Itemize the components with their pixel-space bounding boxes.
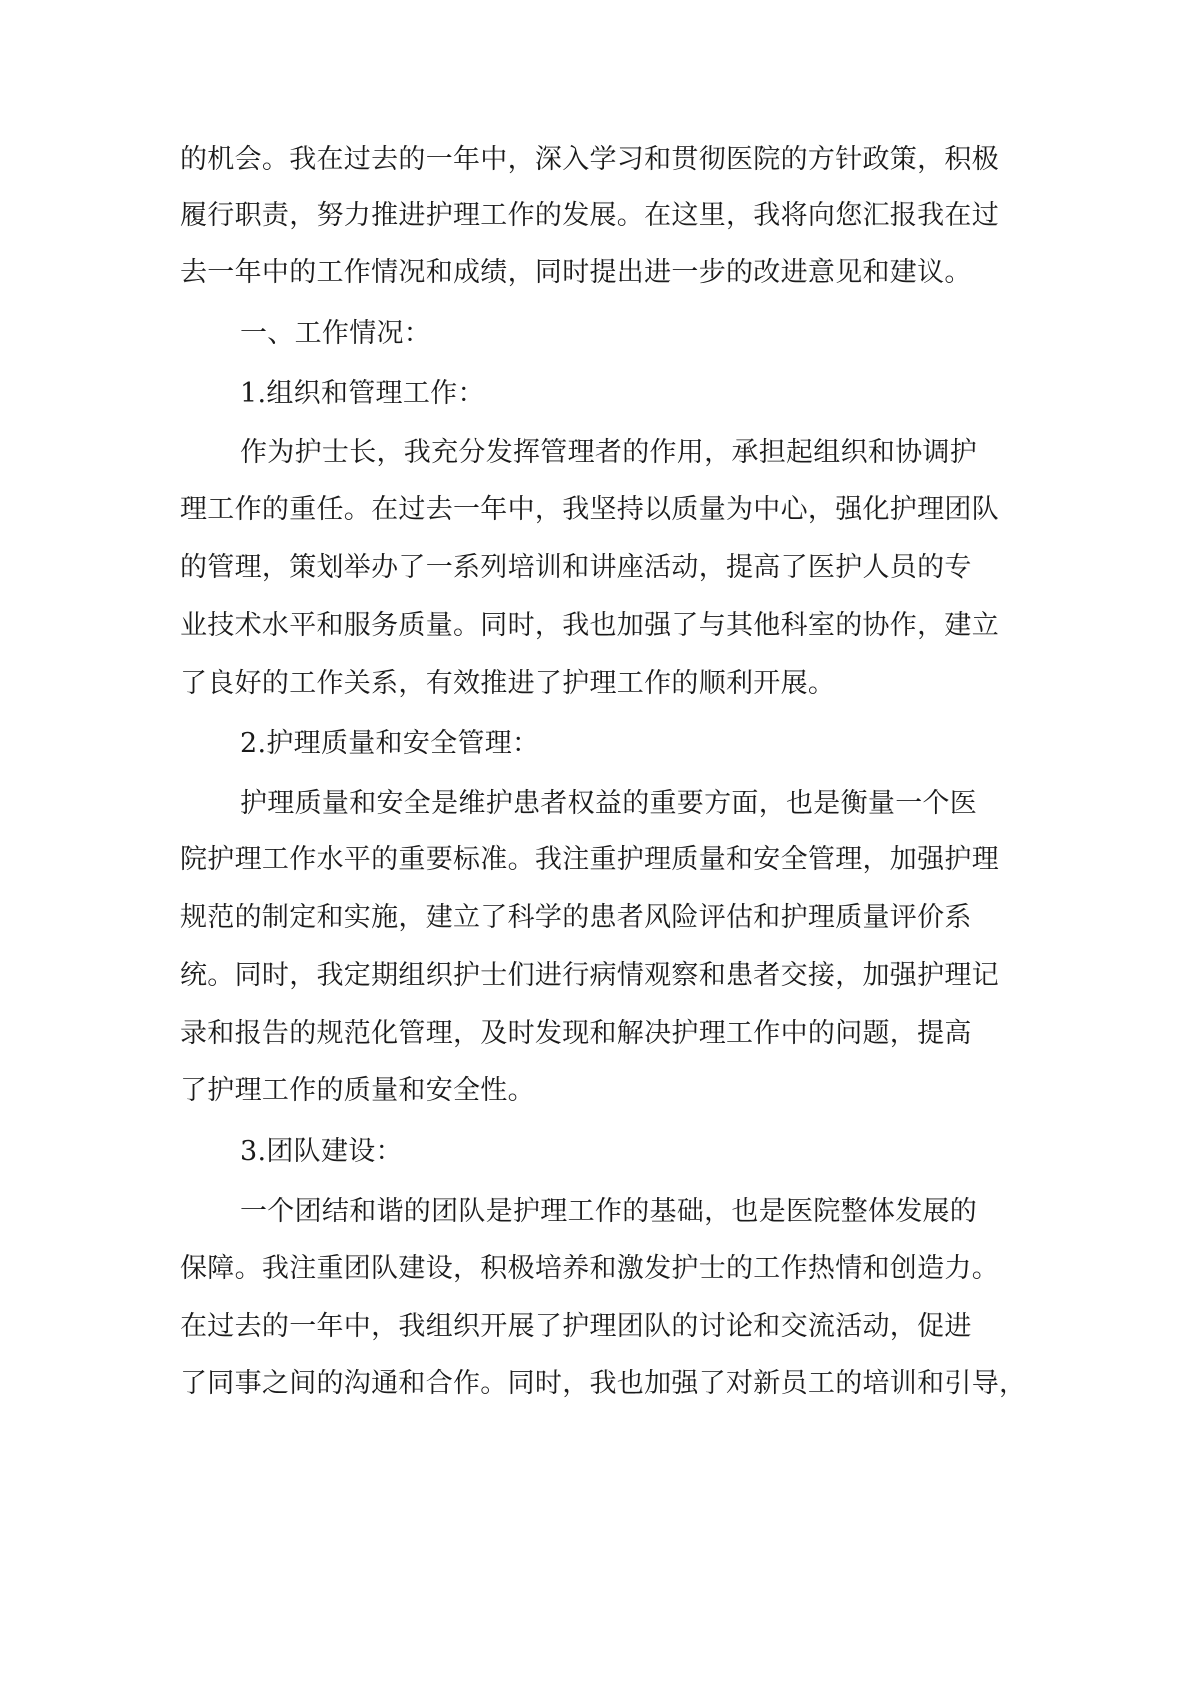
text-line: 院护理工作水平的重要标准。我注重护理质量和安全管理，加强护理 — [180, 844, 999, 875]
subsection-heading: 1.组织和管理工作： — [240, 378, 485, 409]
text-line: 业技术水平和服务质量。同时，我也加强了与其他科室的协作，建立 — [180, 610, 999, 641]
paragraph-first-line: 作为护士长，我充分发挥管理者的作用，承担起组织和协调护 — [240, 437, 978, 468]
text-line: 了同事之间的沟通和合作。同时，我也加强了对新员工的培训和引导， — [180, 1368, 1027, 1399]
text-line: 理工作的重任。在过去一年中，我坚持以质量为中心，强化护理团队 — [180, 494, 999, 525]
paragraph-first-line: 一个团结和谐的团队是护理工作的基础，也是医院整体发展的 — [240, 1196, 978, 1227]
text-line: 了护理工作的质量和安全性。 — [180, 1075, 535, 1106]
text-line: 录和报告的规范化管理，及时发现和解决护理工作中的问题，提高 — [180, 1018, 972, 1049]
text-line: 的管理，策划举办了一系列培训和讲座活动，提高了医护人员的专 — [180, 552, 972, 583]
paragraph-first-line: 护理质量和安全是维护患者权益的重要方面，也是衡量一个医 — [240, 788, 978, 819]
subsection-heading: 3.团队建设： — [240, 1136, 403, 1167]
text-line: 的机会。我在过去的一年中，深入学习和贯彻医院的方针政策，积极 — [180, 144, 999, 175]
section-heading: 一、工作情况： — [240, 318, 432, 349]
text-line: 去一年中的工作情况和成绩，同时提出进一步的改进意见和建议。 — [180, 257, 972, 288]
text-line: 在过去的一年中，我组织开展了护理团队的讨论和交流活动，促进 — [180, 1311, 972, 1342]
text-line: 统。同时，我定期组织护士们进行病情观察和患者交接，加强护理记 — [180, 960, 999, 991]
text-line: 规范的制定和实施，建立了科学的患者风险评估和护理质量评价系 — [180, 902, 972, 933]
text-line: 了良好的工作关系，有效推进了护理工作的顺利开展。 — [180, 668, 836, 699]
subsection-heading: 2.护理质量和安全管理： — [240, 728, 540, 759]
text-line: 保障。我注重团队建设，积极培养和激发护士的工作热情和创造力。 — [180, 1253, 999, 1284]
text-line: 履行职责，努力推进护理工作的发展。在这里，我将向您汇报我在过 — [180, 200, 999, 231]
